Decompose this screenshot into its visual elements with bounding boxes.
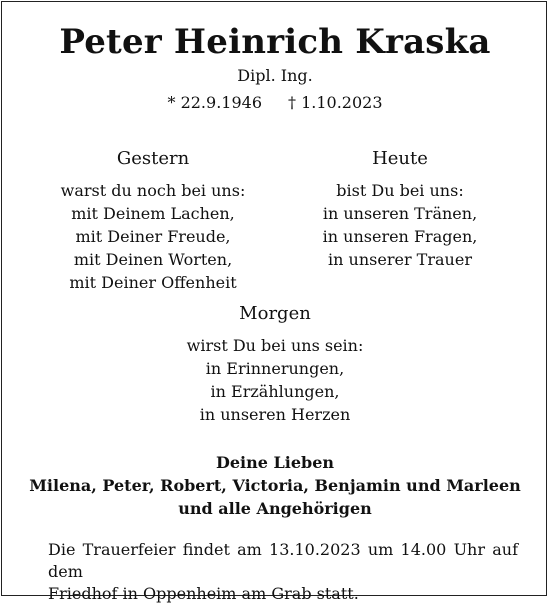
life-dates bbox=[0, 93, 550, 113]
stanza-line: in unseren Fragen, bbox=[322, 227, 478, 246]
stanza-line: warst du noch bei uns: bbox=[60, 181, 246, 200]
mourners-heading: Deine Lieben bbox=[215, 453, 335, 472]
stanza-line: mit Deinen Worten, bbox=[73, 250, 233, 269]
stanza-line: bist Du bei uns: bbox=[336, 181, 464, 200]
stanza-line: in unseren Tränen, bbox=[322, 204, 478, 223]
stanza-heading: Morgen bbox=[239, 303, 311, 324]
stanza-line: in unserer Trauer bbox=[328, 250, 472, 269]
stanza-line: mit Deiner Freude, bbox=[75, 227, 231, 246]
academic-title: Dipl. Ing. bbox=[237, 66, 313, 85]
poem-stanza-gestern bbox=[28, 148, 278, 294]
funeral-notice-line: Die Trauerfeier findet am 13.10.2023 um 14.00 Uhr auf dem bbox=[48, 540, 518, 581]
birth-date: * 22.9.1946 bbox=[167, 93, 262, 112]
funeral-notice bbox=[48, 539, 518, 605]
poem-stanza-morgen bbox=[150, 303, 400, 426]
stanza-line: in Erinnerungen, bbox=[205, 359, 345, 378]
deceased-name: Peter Heinrich Kraska bbox=[59, 22, 491, 62]
death-date: † 1.10.2023 bbox=[288, 93, 383, 112]
funeral-notice-line: Friedhof in Oppenheim am Grab statt. bbox=[48, 584, 359, 603]
stanza-line: in unseren Herzen bbox=[199, 405, 351, 424]
stanza-heading: Gestern bbox=[116, 148, 190, 169]
stanza-line: wirst Du bei uns sein: bbox=[186, 336, 364, 355]
mourners-names: Milena, Peter, Robert, Victoria, Benjamin und Marleen bbox=[29, 476, 521, 495]
mourners-block bbox=[0, 451, 550, 520]
stanza-heading: Heute bbox=[372, 148, 428, 169]
stanza-line: in Erzählungen, bbox=[210, 382, 340, 401]
stanza-line: mit Deiner Offenheit bbox=[69, 273, 237, 292]
mourners-relatives: und alle Angehörigen bbox=[178, 499, 372, 518]
poem-stanza-heute bbox=[275, 148, 525, 271]
stanza-line: mit Deinem Lachen, bbox=[71, 204, 235, 223]
